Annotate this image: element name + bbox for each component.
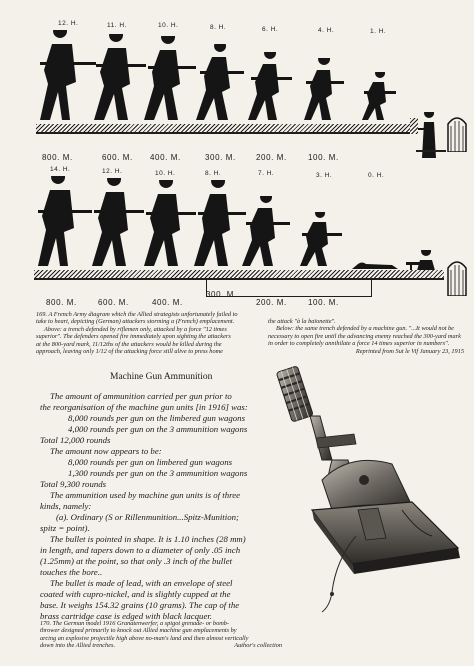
caption-line: Reprinted from Sut le Vif January 23, 1915 xyxy=(355,347,464,355)
article-line: kinds, namely: xyxy=(40,501,92,511)
advancing-soldier-group xyxy=(194,44,244,122)
soldier-count-label: 12. H. xyxy=(102,168,123,175)
advancing-soldier-group xyxy=(34,176,92,268)
article-line: The bullet is pointed in shape. It is 1.10 inches (28 mm) xyxy=(50,534,246,544)
range-label: 100. M. xyxy=(308,153,339,162)
granatenwerfer-photo xyxy=(262,360,472,622)
article-line: the reorganisation of the machine gun units [in 1916] was: xyxy=(40,402,248,412)
article-line: touches the bore.. xyxy=(40,567,103,577)
range-label: 400. M. xyxy=(150,153,181,162)
advancing-soldier-group xyxy=(192,180,246,268)
caption-line: down into the Allied trenches. xyxy=(40,642,116,650)
caption-line: Below: the same trench defended by a machine gun. "...It would not be xyxy=(276,325,454,333)
caption-line: 169. A French Army diagram which the Allied strategists unfortunately failed to xyxy=(36,311,238,318)
article-line: in length, and tapers down to a diameter of only .05 inch xyxy=(40,545,241,555)
range-label: 300. M. xyxy=(206,290,237,299)
article-line: coated with cupro-nickel, and is slightly cupped at the xyxy=(40,589,231,599)
soldier-count-label: 11. H. xyxy=(107,22,127,29)
soldier-count-label: 7. H. xyxy=(258,170,275,177)
article-line: The amount now appears to be: xyxy=(50,446,162,456)
article-line: Total 12,000 rounds xyxy=(40,435,111,445)
advancing-soldier-group xyxy=(246,52,292,122)
figure-169-top-diagram xyxy=(0,0,474,165)
soldier-count-label: 10. H. xyxy=(155,170,176,177)
advancing-soldier-group xyxy=(88,178,144,268)
article-line: base. It weighs 154.32 grains (10 grams). The cap of the xyxy=(40,600,240,610)
range-label: 800. M. xyxy=(46,298,77,307)
advancing-soldier-group xyxy=(240,196,290,268)
range-label: 600. M. xyxy=(98,298,129,307)
advancing-soldier-group xyxy=(298,212,342,268)
range-label: 200. M. xyxy=(256,153,287,162)
article-line: (1.25mm) at the point, so that only .3 inch of the bullet xyxy=(40,556,233,566)
caption-line: the attack "à la baïonette". xyxy=(268,318,336,325)
advancing-soldier-group xyxy=(140,180,196,268)
range-label: 400. M. xyxy=(152,298,183,307)
caption-line: in order to completely annihilate a force 14 times superior in numbers". xyxy=(268,340,450,348)
caption-line: approach, leaving only 1/12 of the attacking force still alive to press home xyxy=(36,348,223,356)
range-label: 200. M. xyxy=(256,298,287,307)
advancing-soldier-group xyxy=(36,30,96,122)
trench-parapet xyxy=(446,112,468,152)
advancing-soldier-group xyxy=(90,34,146,122)
caption-line: at the 800-yard mark, 11/12ths of the attackers would be killed during the xyxy=(36,340,222,348)
article-line: 8,000 rounds per gun on limbered gun wagons xyxy=(68,457,233,467)
advancing-soldier-group xyxy=(142,36,196,122)
soldier-count-label: 4. H. xyxy=(318,27,335,34)
soldier-count-label: 14. H. xyxy=(50,166,71,173)
article-line: spitz = point). xyxy=(40,523,90,533)
trench-floor xyxy=(416,150,446,152)
photo-credit: Author's collection xyxy=(234,642,282,650)
article-line: The ammunition used by machine gun units is of three xyxy=(50,490,241,500)
range-label: 300. M. xyxy=(205,153,236,162)
caption-line: superior". The defenders opened fire immediately upon sighting the attackers xyxy=(36,333,231,341)
article-line: brass cartridge case is edged with black lacquer. xyxy=(40,611,213,621)
caption-169-left xyxy=(36,311,268,355)
caption-170 xyxy=(40,620,290,650)
caption-line: thrower designed primarily to knock out Allied machine gun emplacements by xyxy=(40,627,237,635)
advancing-soldier-group xyxy=(360,72,396,122)
soldier-count-label: 1. H. xyxy=(370,28,387,35)
soldier-count-label: 3. H. xyxy=(316,172,333,179)
caption-line: necessary to open fire until the advancing enemy reached the 300-yard mark xyxy=(268,332,461,340)
soldier-count-label: 0. H. xyxy=(368,172,385,179)
article-line: 4,000 rounds per gun on the 3 ammunition wagons xyxy=(68,424,248,434)
fallen-soldier xyxy=(352,260,398,270)
soldier-count-label: 8. H. xyxy=(205,170,222,177)
range-label: 800. M. xyxy=(42,153,73,162)
article-body xyxy=(40,391,276,622)
ground-band xyxy=(36,132,411,134)
caption-169-right xyxy=(268,318,468,355)
range-label: 600. M. xyxy=(102,153,133,162)
trench-parapet xyxy=(446,256,468,296)
article-line: (a). Ordinary (S or Rillenmunition...Spitz-Munition; xyxy=(56,512,239,522)
caption-line: Above: a trench defended by riflemen only, attacked by a force "12 times xyxy=(44,325,227,333)
article-line: 1,300 rounds per gun on the 3 ammunition wagons xyxy=(68,468,248,478)
range-label: 100. M. xyxy=(308,298,339,307)
soldier-count-label: 8. H. xyxy=(210,24,227,31)
figure-169-bottom-diagram xyxy=(0,166,474,310)
caption-line: arcing an explosive projectile high above no-man's land and then almost vertically xyxy=(40,634,249,642)
advancing-soldier-group xyxy=(302,58,344,122)
article-line: The amount of ammunition carried per gun prior to xyxy=(50,391,232,401)
article-line: 8,000 rounds per gun on the limbered gun wagons xyxy=(68,413,245,423)
trench-rifleman xyxy=(418,112,440,160)
section-heading: Machine Gun Ammunition xyxy=(110,372,213,382)
caption-line: 170. The German model 1916 Granatenwerfer, a spigot grenade- or bomb- xyxy=(40,620,230,627)
soldier-count-label: 12. H. xyxy=(58,20,79,27)
article-line: The bullet is made of lead, with an envelope of steel xyxy=(50,578,233,588)
trench-wall xyxy=(410,118,418,134)
soldier-count-label: 10. H. xyxy=(158,22,179,29)
article-line: Total 9,300 rounds xyxy=(40,479,107,489)
soldier-count-label: 6. H. xyxy=(262,26,279,33)
caption-line: take to heart, depicting (German) attackers storming a (French) emplacement. xyxy=(36,318,235,326)
